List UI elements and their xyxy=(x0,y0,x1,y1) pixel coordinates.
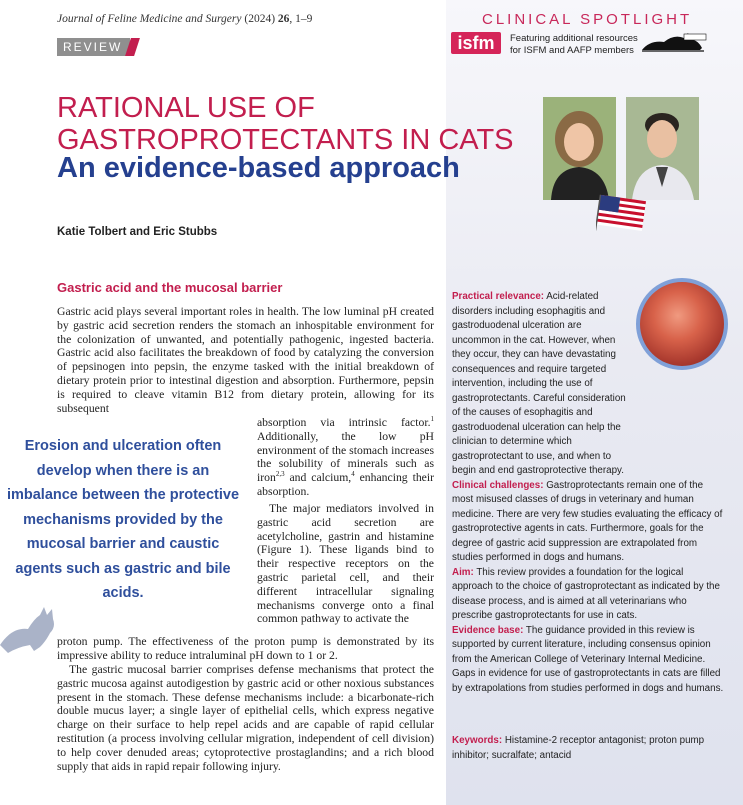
sleeping-cat-logo-icon xyxy=(640,30,708,54)
paragraph-2: The major mediators involved in gastric acid secretion are acetylcholine, gastrin and histamine (Figure 1). These ligands bind to their respective receptors on the gastric parietal cell, and their different intracellular signaling mechanisms converge onto a final common pathway to activate the xyxy=(257,502,434,626)
isfm-logo: isfm xyxy=(451,32,501,54)
authors: Katie Tolbert and Eric Stubbs xyxy=(57,226,218,238)
section-heading: Gastric acid and the mucosal barrier xyxy=(57,280,283,295)
author-photo-stubbs xyxy=(626,97,699,200)
paragraph-2-continued: proton pump. The effectiveness of the proton pump is demonstrated by its impressive ability to reduce intraluminal pH down to 1 or 2. xyxy=(57,635,434,662)
clinical-spotlight-label: CLINICAL SPOTLIGHT xyxy=(482,11,693,28)
journal-citation: Journal of Feline Medicine and Surgery (2024) 26, 1–9 xyxy=(57,13,313,25)
paragraph-3: The gastric mucosal barrier comprises defense mechanisms that protect the gastric mucosa against autodigestion by gastric acid or other noxious substances present in the stomach. These defense mechanisms include: a bicarbonate-rich double mucus layer; a single layer of epithelial cells, which express negative charge on their surface to help repel acids and are capable of rapid cellular restitution (a process involving cellular migration, independent of cell division) to help cover denuded areas; cytoprotective prostaglandins; and a rich blood supply that aids in rapid repair following injury. xyxy=(57,663,434,773)
article-subtitle: An evidence-based approach xyxy=(57,152,460,184)
pull-quote: Erosion and ulceration often develop when there is an imbalance between the protective mechanisms provided by the mucosal barrier and caustic agents such as gastric and bile acids. xyxy=(6,438,240,601)
author-photo-tolbert xyxy=(543,97,616,200)
paragraph-1-continued: absorption via intrinsic factor.$^1$ Additionally, the low pH environment of the stomach increases the solubility of minerals such as iron$^{2,3}$ and calcium,$^4$ enhancing their absorption. xyxy=(257,415,434,498)
us-flag-icon xyxy=(596,192,648,236)
section-label: REVIEW xyxy=(57,38,130,56)
abstract-sidebar: Practical relevance: Acid-related disorders including esophagitis and gastroduodenal ulceration are uncommon in the cat. However, when they occur, they can have devastating consequences and require targeted intervention, including the use of gastroprotectants. Careful consideration of the causes of esophagitis and gastroduodenal ulceration can help the clinician to determine which gastroprotectant to use, and when to begin and end gastroprotective therapy. Clinical challenges: Gastroprotectants remain one of the most misused classes of drugs in veterinary and human medicine. There are very few studies evaluating the efficacy of gastroprotective agents in cats. Furthermore, goals for the degree of gastric acid suppression are extrapolated from studies performed in dogs and humans. Aim: This review provides a foundation for the logical approach to the choice of gastroprotectant as indicated by the disease process, and is aimed at all veterinarians who prescribe gastroprotectants for use in cats. Evidence base: The guidance provided in this review is supported by current literature, including consensus opinion from the American College of Veterinary Internal Medicine. Gaps in evidence for use of gastroprotectants in cats are filled by extrapolations from studies performed in dogs and humans. xyxy=(452,291,724,694)
section-tag xyxy=(57,38,137,56)
paragraph-1: Gastric acid plays several important roles in health. The low luminal pH created by gastric acid secretion renders the stomach an inhospitable environment for the colonization of unwanted, and potentially pathogenic, ingested bacteria. Gastric acid also facilitates the breakdown of food by catalyzing the conversion of pepsinogen into pepsin, the enzyme tasked with the initial breakdown of dietary protein prior to intestinal digestion and absorption. Furthermore, pepsin is required to cleave vitamin B12 from dietary protein, allowing for its subsequent xyxy=(57,305,434,415)
cat-silhouette-icon xyxy=(0,585,70,655)
feature-note: Featuring additional resources for ISFM and AAFP members xyxy=(510,33,638,56)
keywords: Keywords: Histamine-2 receptor antagonist; proton pump inhibitor; sucralfate; antacid xyxy=(452,735,705,761)
article-title: RATIONAL USE OF GASTROPROTECTANTS IN CATS xyxy=(57,92,514,156)
